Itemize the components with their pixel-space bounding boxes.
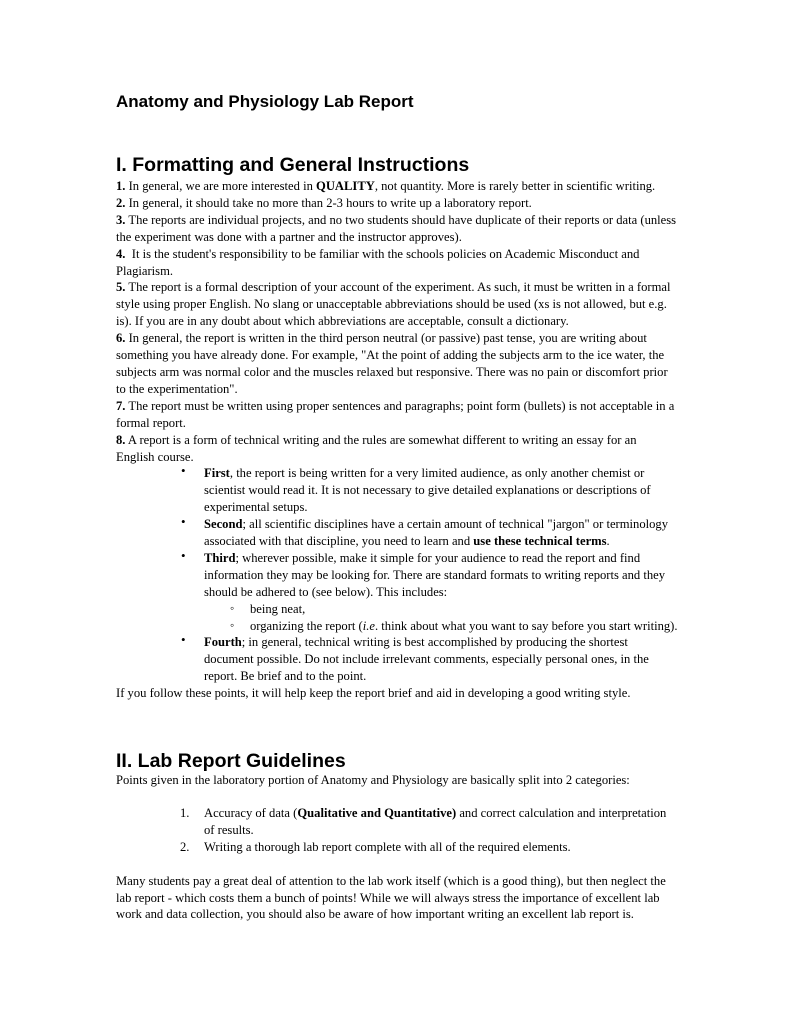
instruction-item-2: 2. In general, it should take no more than 2-3 hours to write up a laboratory report.	[116, 195, 532, 210]
category-1: 1. Accuracy of data (Qualitative and Quantitative) and correct calculation and interpretation of results.	[180, 805, 667, 837]
section-2-closing: Many students pay a great deal of attention to the lab work itself (which is a good thing), but then neglect the lab report - which costs them a bunch of points! While we will always stress the importance of excellent lab work and data collection, you should also be aware of how important writing an excellent lab report is.	[116, 873, 666, 922]
section-1-closing: If you follow these points, it will help keep the report brief and aid in developing a good writing style.	[116, 686, 631, 701]
section-2-body	[116, 772, 678, 923]
sub-bullet-neat: ◦ being neat,	[250, 601, 678, 618]
bullet-second: • Second; all scientific disciplines have a certain amount of technical "jargon" or terminology associated with that discipline, you need to learn and use these technical terms.	[204, 516, 678, 550]
category-2: 2. Writing a thorough lab report complete with all of the required elements.	[180, 839, 571, 854]
bullet-fourth: • Fourth; in general, technical writing is best accomplished by producing the shortest document possible. Do not include irrelevant comments, especially personal ones, in the report. Be brief and to the point.	[204, 634, 678, 685]
instruction-item-8: 8. A report is a form of technical writing and the rules are somewhat different to writing an essay for an English course.	[116, 432, 637, 464]
bullet-first: • First, the report is being written for a very limited audience, as only another chemist or scientist would read it. It is not necessary to give detailed explanations or descriptions of experimental setups.	[204, 465, 678, 516]
technical-writing-bullets	[116, 465, 678, 685]
grading-categories	[116, 805, 678, 856]
instruction-item-7: 7. The report must be written using proper sentences and paragraphs; point form (bullets) is not acceptable in a formal report.	[116, 398, 675, 430]
instruction-item-3: 3. The reports are individual projects, and no two students should have duplicate of their reports or data (unless the experiment was done with a partner and the instructor approves).	[116, 212, 677, 244]
document-title: Anatomy and Physiology Lab Report	[116, 92, 414, 111]
third-sub-bullets	[204, 601, 678, 635]
instruction-item-1: 1. In general, we are more interested in QUALITY, not quantity. More is rarely better in scientific writing.	[116, 179, 656, 193]
section-2-intro: Points given in the laboratory portion of Anatomy and Physiology are basically split into 2 categories:	[116, 773, 630, 787]
sub-bullet-organizing: ◦ organizing the report (i.e. think about what you want to say before you start writing).	[250, 618, 678, 635]
instruction-item-5: 5. The report is a formal description of your account of the experiment. As such, it must be written in a formal style using proper English. No slang or unacceptable abbreviations should be used (xs is not allowed, but e.g. is). If you are in any doubt about which abbreviations are acceptable, consult a dictionary.	[116, 280, 671, 329]
instruction-item-6: 6. In general, the report is written in the third person neutral (or passive) past tense, you are writing about something you have already done. For example, "At the point of adding the subjects arm to the ice water, the subjects arm was normal color and the muscles relaxed but responsive. There was no pain or discomfort prior to the experimentation".	[116, 331, 668, 396]
bullet-third: • Third; wherever possible, make it simple for your audience to read the report and find information they may be looking for. There are standard formats to writing reports and they should be adhered to (see below). This includes: ◦ being neat, ◦ organizing the report (i.e. think about what you want to say before you start writing).	[204, 550, 678, 635]
section-1-body	[116, 178, 678, 702]
instruction-item-4: 4. It is the student's responsibility to be familiar with the schools policies on Academic Misconduct and Plagiarism.	[116, 246, 643, 278]
section-1-heading: I. Formatting and General Instructions	[116, 154, 470, 176]
section-2-heading: II. Lab Report Guidelines	[116, 750, 346, 772]
